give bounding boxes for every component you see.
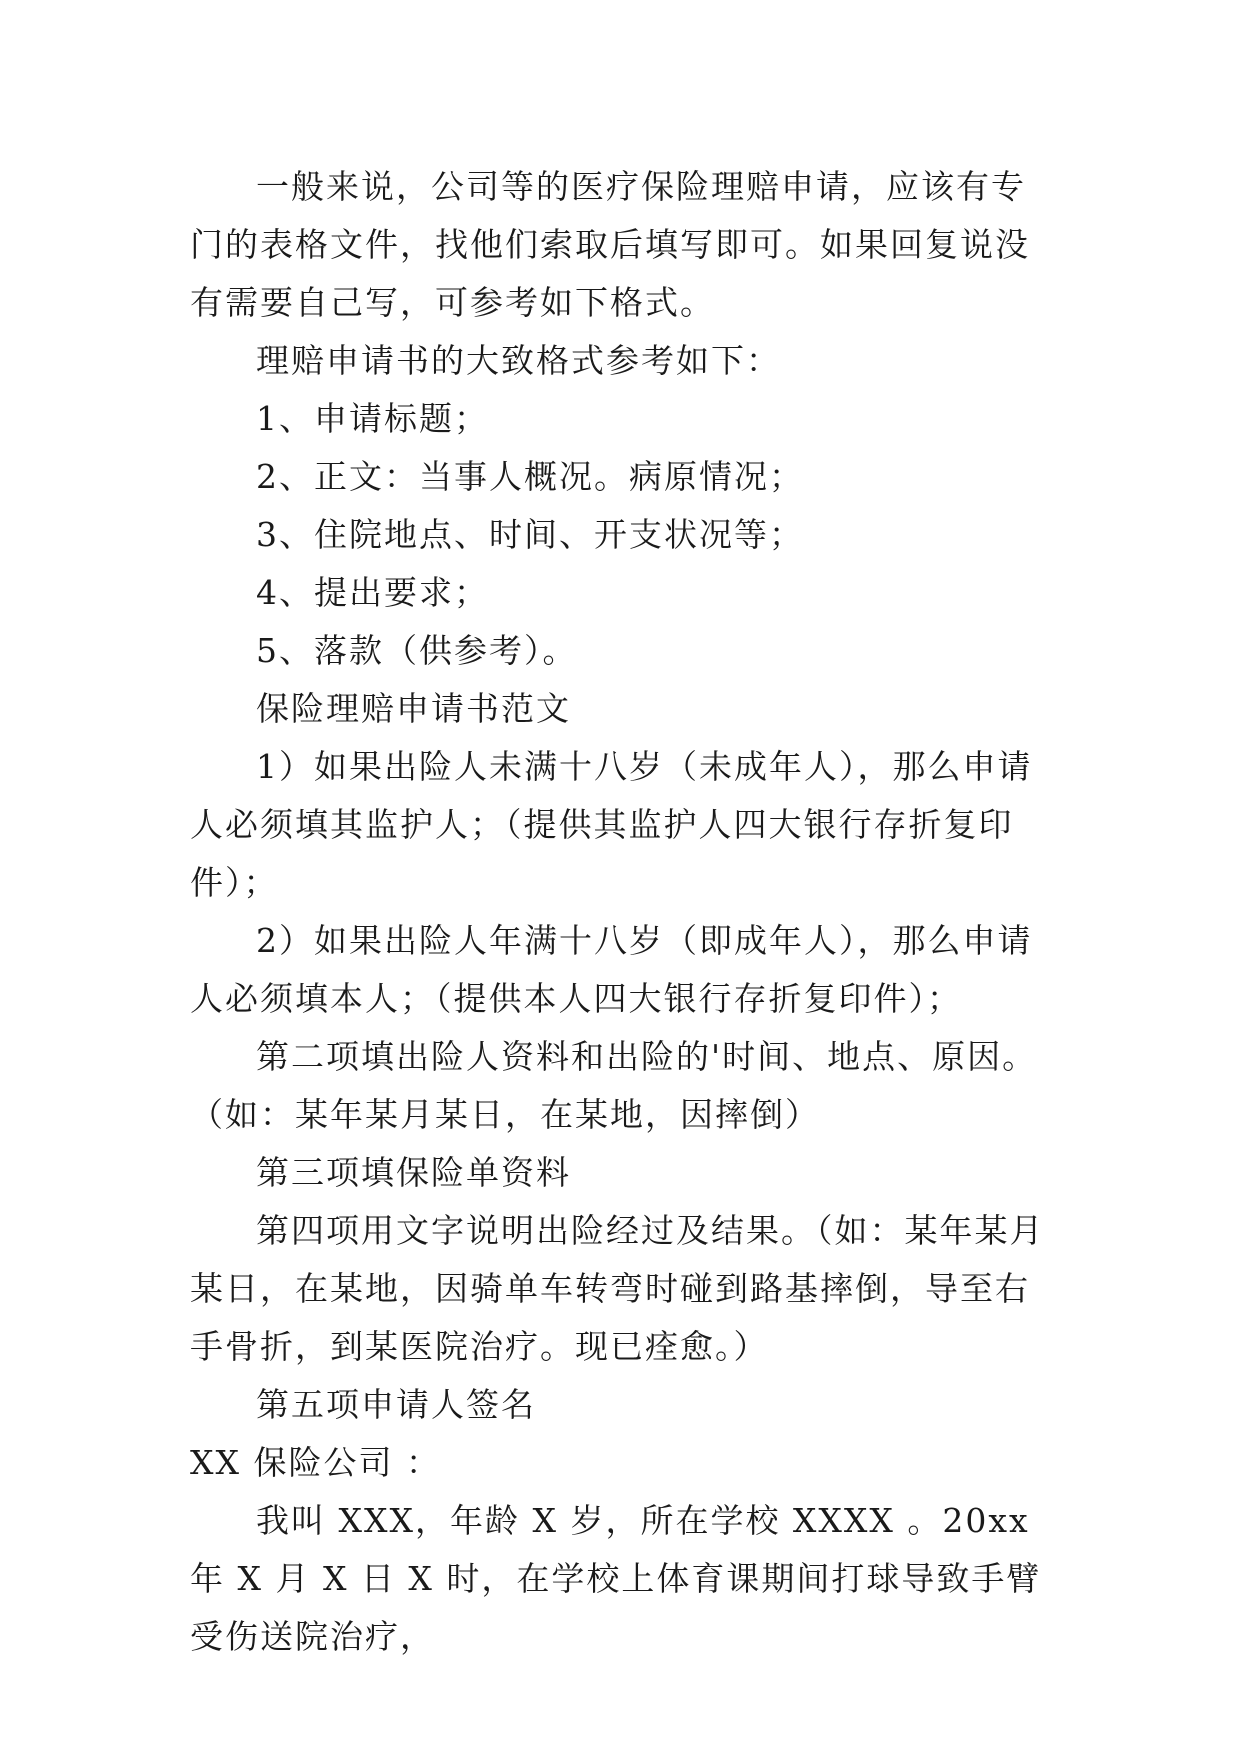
paragraph-intro: 一般来说，公司等的医疗保险理赔申请，应该有专门的表格文件，找他们索取后填写即可。如果回复说没有需要自己写，可参考如下格式。 (190, 167, 1030, 322)
list-item-1: 1、申请标题； (256, 399, 489, 438)
list-item-2: 2、正文：当事人概况。病原情况； (256, 457, 804, 496)
paragraph-adult: 2）如果出险人年满十八岁（即成年人），那么申请人必须填本人；（提供本人四大银行存折复印件）； (190, 921, 1033, 1018)
paragraph-format-heading: 理赔申请书的大致格式参考如下： (256, 341, 781, 380)
letter-salutation: XX 保险公司 ： (190, 1443, 441, 1482)
paragraph-item-five: 第五项申请人签名 (256, 1385, 536, 1424)
list-item-3: 3、住院地点、时间、开支状况等； (256, 515, 804, 554)
paragraph-minor: 1）如果出险人未满十八岁（未成年人），那么申请人必须填其监护人；（提供其监护人四大银行存折复印件）； (190, 747, 1033, 902)
list-item-5: 5、落款（供参考）。 (256, 631, 578, 670)
section-heading-sample: 保险理赔申请书范文 (256, 689, 571, 728)
letter-body: 我叫 XXX，年龄 X 岁，所在学校 XXXX 。20xx 年 X 月 X 日 X 时，在学校上体育课期间打球导致手臂受伤送院治疗， (190, 1501, 1042, 1656)
paragraph-item-two: 第二项填出险人资料和出险的'时间、地点、原因。（如：某年某月某日，在某地，因摔倒） (190, 1037, 1038, 1134)
paragraph-item-three: 第三项填保险单资料 (256, 1153, 571, 1192)
document-body (190, 158, 1054, 1666)
list-item-4: 4、提出要求； (256, 573, 489, 612)
paragraph-item-four: 第四项用文字说明出险经过及结果。（如：某年某月某日，在某地，因骑单车转弯时碰到路基摔倒，导至右手骨折，到某医院治疗。现已痊愈。） (190, 1211, 1045, 1366)
